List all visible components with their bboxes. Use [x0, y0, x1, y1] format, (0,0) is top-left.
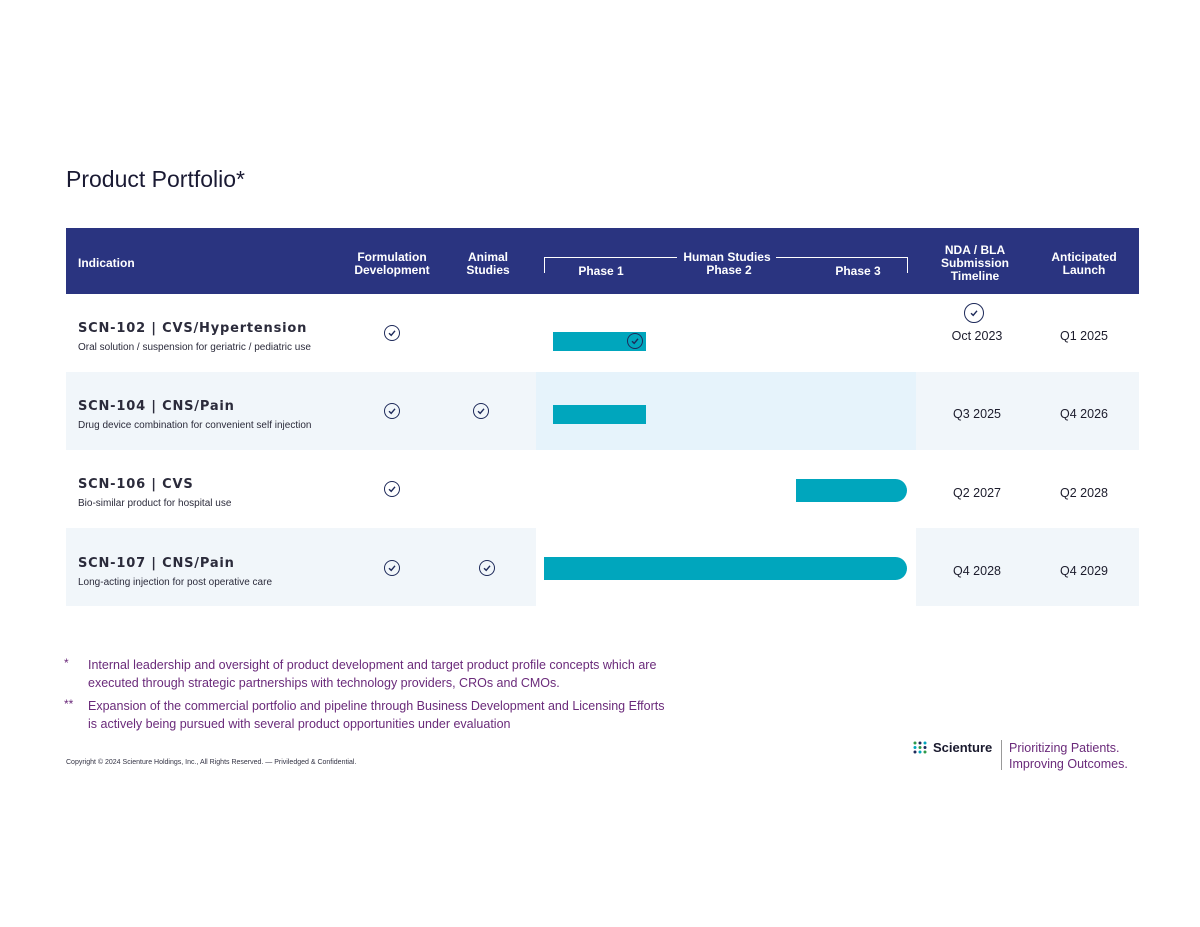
header-indication: Indication: [78, 256, 135, 270]
product-code: SCN-107 | CNS/Pain: [78, 556, 235, 571]
header-launch: Anticipated Launch: [1051, 250, 1117, 277]
brand-name: Scienture: [933, 740, 993, 755]
product-code: SCN-104 | CNS/Pain: [78, 399, 235, 414]
human-studies-bracket-right-tick: [907, 257, 908, 273]
header-phase2: Phase 2: [706, 263, 752, 277]
product-description: Long-acting injection for post operative care: [78, 577, 273, 588]
phase-progress-bar: [553, 405, 646, 424]
anticipated-launch: Q2 2028: [1060, 486, 1108, 500]
footnote-mark: **: [64, 697, 74, 711]
anticipated-launch: Q4 2026: [1060, 407, 1108, 421]
nda-timeline: Q4 2028: [953, 564, 1001, 578]
check-icon: [964, 303, 984, 323]
header-phase1: Phase 1: [578, 264, 624, 278]
human-studies-bracket-right: [776, 257, 907, 258]
check-icon: [384, 560, 400, 576]
check-icon: [384, 325, 400, 341]
product-description: Oral solution / suspension for geriatric / pediatric use: [78, 342, 311, 353]
human-studies-bracket-left-tick: [544, 257, 545, 273]
header-human-studies: Human Studies: [683, 250, 771, 264]
scienture-logo-icon: [913, 741, 927, 754]
footnote-mark: *: [64, 656, 69, 670]
header-nda: NDA / BLA Submission Timeline: [940, 243, 1009, 283]
product-code: SCN-102 | CVS/Hypertension: [78, 321, 308, 336]
nda-timeline: Q3 2025: [953, 407, 1001, 421]
page-title: Product Portfolio*: [66, 166, 245, 192]
header-animal: Animal Studies: [466, 250, 510, 277]
check-icon: [384, 481, 400, 497]
logo-divider: [1001, 740, 1002, 770]
header-formulation: Formulation Development: [354, 250, 430, 277]
nda-timeline: Q2 2027: [953, 486, 1001, 500]
product-code: SCN-106 | CVS: [78, 477, 194, 492]
copyright: Copyright © 2024 Scienture Holdings, Inc., All Rights Reserved. — Priviledged & Confidential.: [66, 759, 357, 766]
product-description: Bio-similar product for hospital use: [78, 498, 232, 509]
brand-tagline: Prioritizing Patients. Improving Outcomes.: [1009, 741, 1128, 771]
check-icon: [627, 333, 643, 349]
check-icon: [479, 560, 495, 576]
anticipated-launch: Q1 2025: [1060, 329, 1108, 343]
nda-timeline: Oct 2023: [951, 329, 1003, 343]
footnote-text: Internal leadership and oversight of product development and target product profile concepts which are executed through strategic partnerships with technology providers, CROs and CMOs.: [88, 658, 657, 690]
check-icon: [473, 403, 489, 419]
product-description: Drug device combination for convenient self injection: [78, 420, 312, 431]
header-phase3: Phase 3: [835, 264, 881, 278]
phase-progress-bar: [796, 479, 907, 502]
anticipated-launch: Q4 2029: [1060, 564, 1108, 578]
phase-progress-bar: [544, 557, 907, 580]
brand-logo: [913, 740, 992, 755]
human-studies-bracket-left: [544, 257, 677, 258]
footnote-text: Expansion of the commercial portfolio and pipeline through Business Development and Licensing Efforts is actively being pursued with several product opportunities under evaluation: [88, 699, 665, 731]
check-icon: [384, 403, 400, 419]
